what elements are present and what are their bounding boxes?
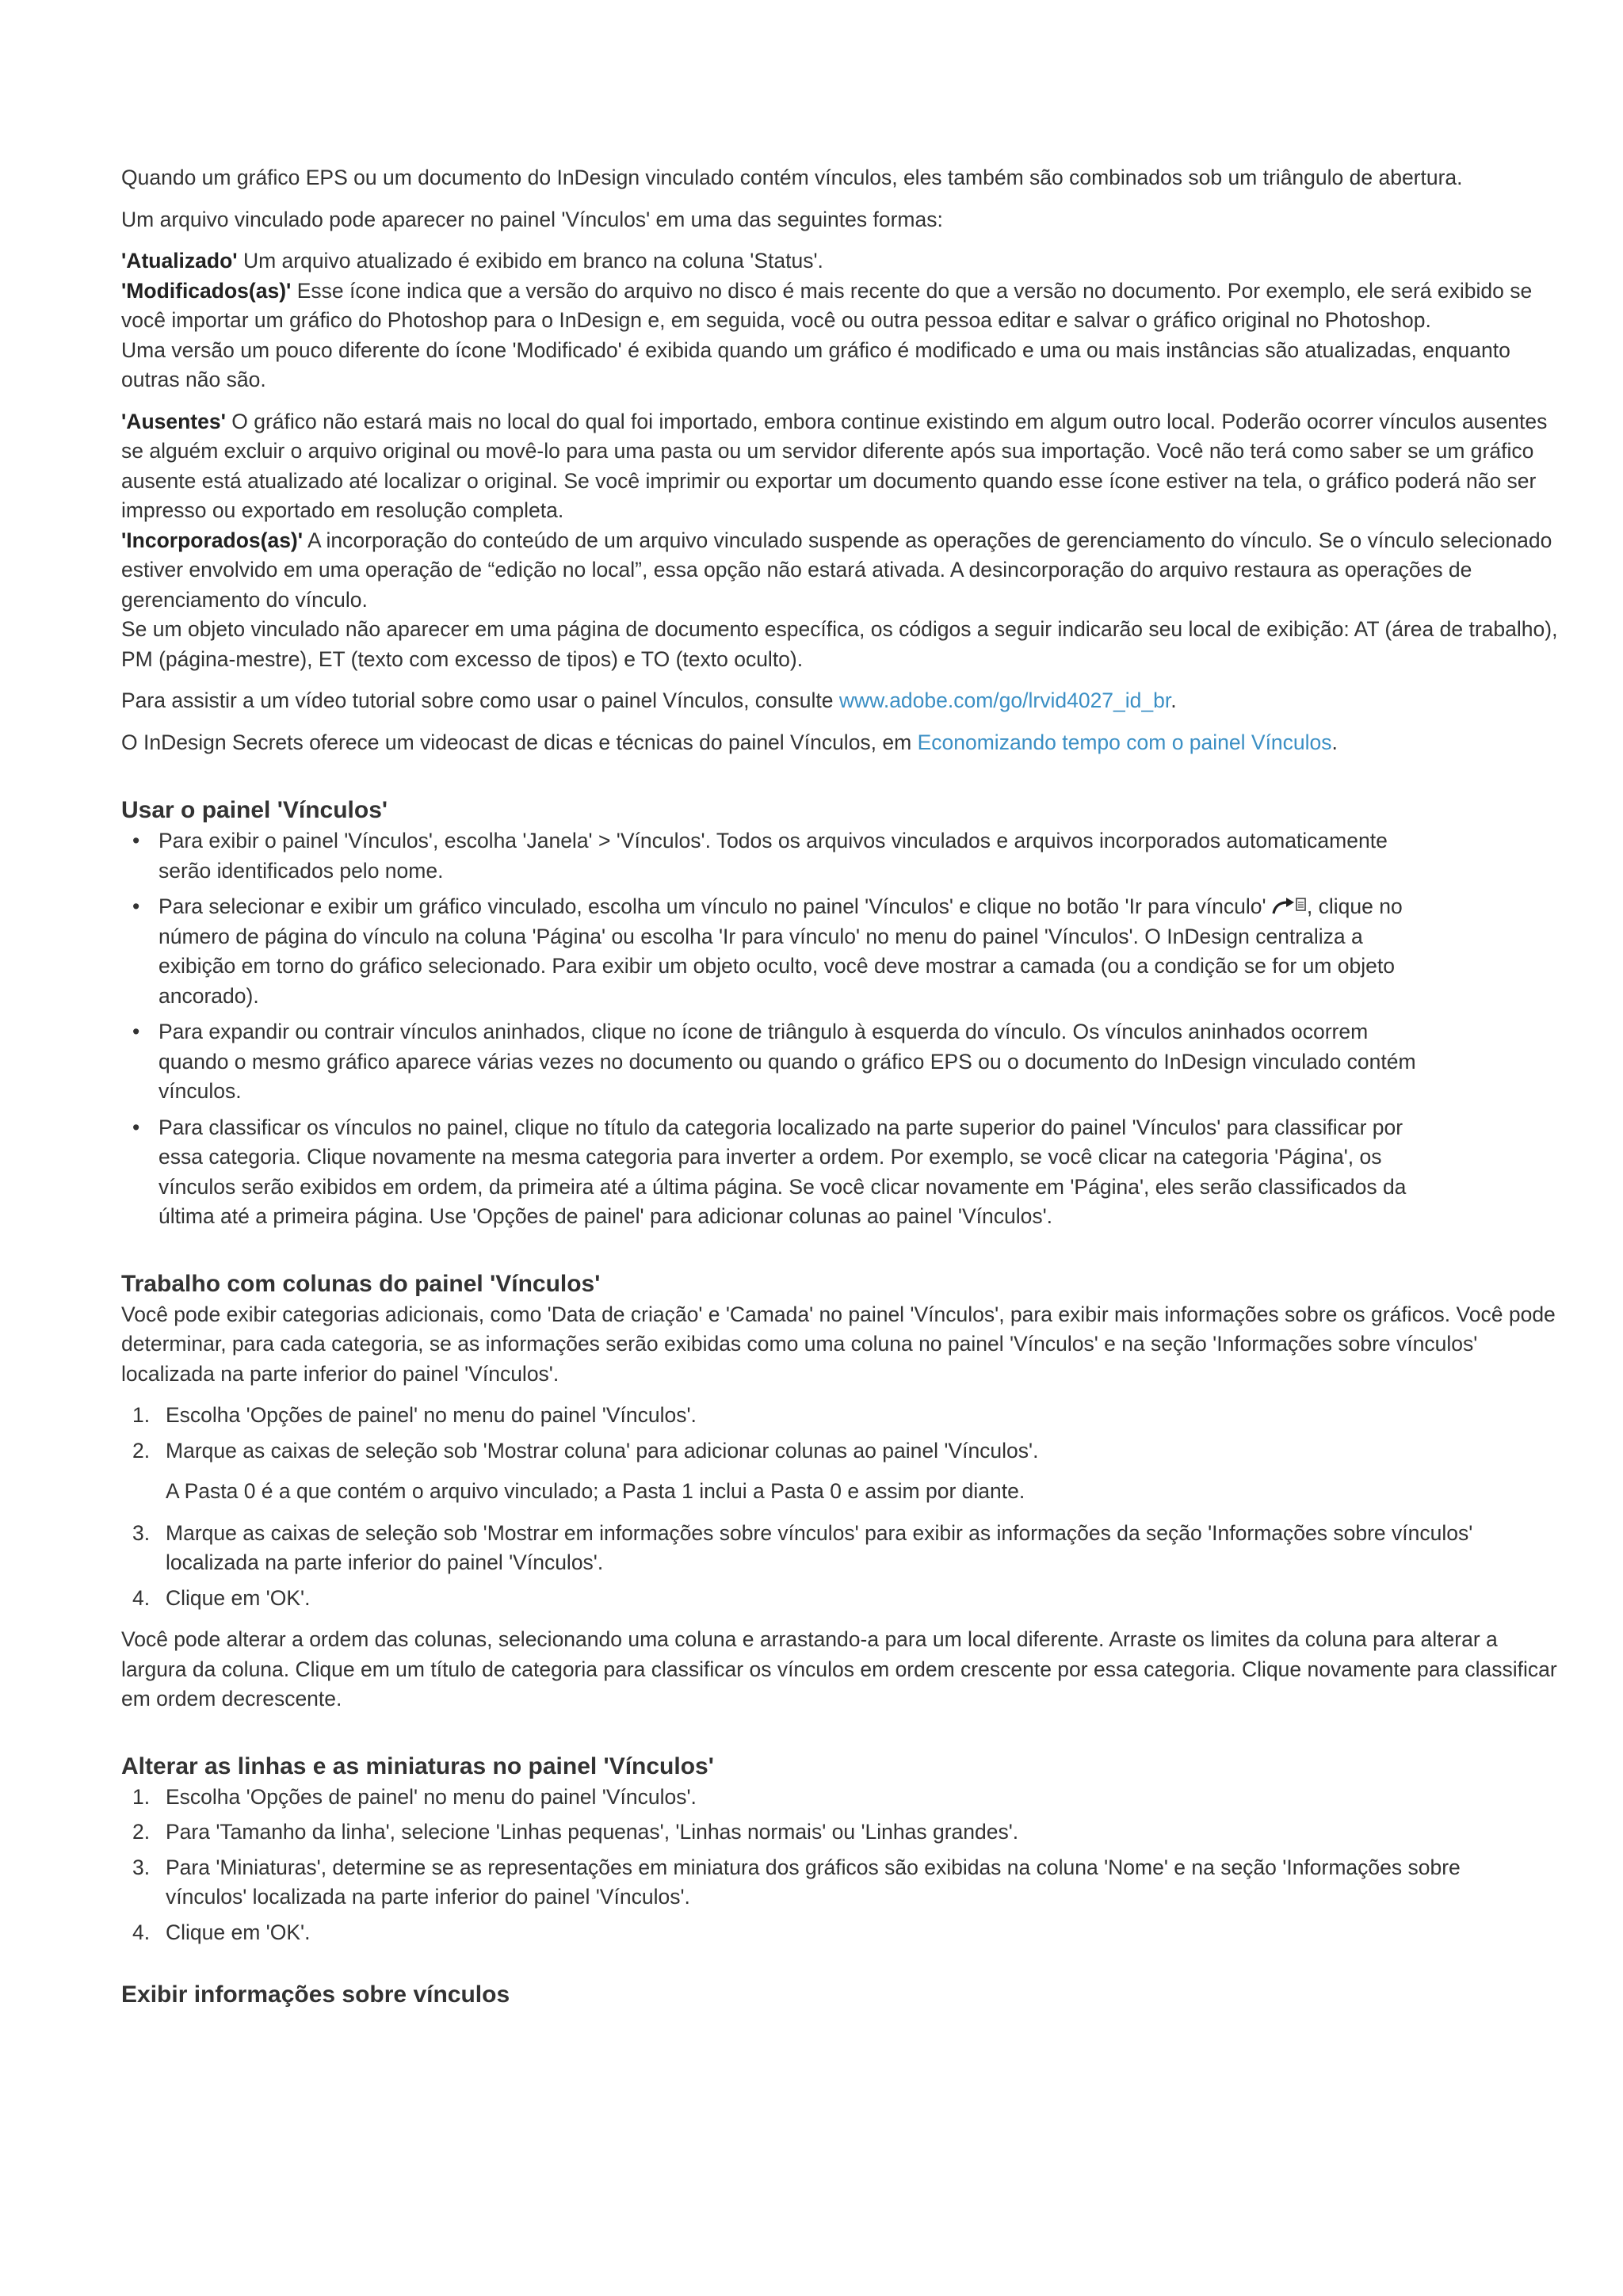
- video-tutorial-link[interactable]: www.adobe.com/go/lrvid4027_id_br: [838, 688, 1171, 712]
- section-heading-link-info: Exibir informações sobre vínculos: [121, 1981, 510, 2008]
- state-term: 'Atualizado': [121, 249, 238, 273]
- section-heading-columns: Trabalho com colunas do painel 'Vínculos': [121, 1270, 601, 1297]
- state-ausentes: [121, 407, 1560, 526]
- list-item: 2. Para 'Tamanho da linha', selecione 'Linhas pequenas', 'Linhas normais' ou 'Linhas grandes'.: [132, 1820, 1019, 1844]
- list-item: • Para expandir ou contrair vínculos aninhados, clique no ícone de triângulo à esquerda do vínculo. Os vínculos aninhados ocorrem quando o mesmo gráfico aparece várias vezes no documento ou quando o gráfico EPS ou o documento do InDesign vinculado contém vínculos.: [132, 1020, 1416, 1103]
- state-modificados: [121, 277, 1560, 336]
- state-description: O gráfico não estará mais no local do qual foi importado, embora continue existindo em algum outro local. Poderão ocorrer vínculos ausentes se alguém excluir o arquivo original ou movê-lo para uma pasta ou um servidor diferente após sua importação. Você não terá como saber se um gráfico ausente está atualizado até localizar o original. Se você imprimir ou exportar um documento quando esse ícone estiver na tela, o gráfico poderá não ser impresso ou exportado em resolução completa.: [121, 409, 1548, 522]
- list-item: 1. Escolha 'Opções de painel' no menu do painel 'Vínculos'.: [132, 1784, 697, 1809]
- section-heading-use-panel: Usar o painel 'Vínculos': [121, 797, 388, 823]
- state-description: Esse ícone indica que a versão do arquivo no disco é mais recente do que a versão no documento. Por exemplo, ele será exibido se você importar um gráfico do Photoshop para o InDesign e, em seguida, você ou outra pessoa editar e salvar o gráfico original no Photoshop.: [121, 278, 1533, 332]
- section-heading-rows: Alterar as linhas e as miniaturas no painel 'Vínculos': [121, 1753, 714, 1779]
- columns-intro-paragraph: Você pode exibir categorias adicionais, como 'Data de criação' e 'Camada' no painel 'Vínculos', para exibir mais informações sobre os gráficos. Você pode determinar, para cada categoria, se as informações serão exibidas como uma coluna no painel 'Vínculos' e na seção 'Informações sobre vínculos' localizada na parte inferior do painel 'Vínculos'.: [121, 1302, 1556, 1386]
- list-item: 1. Escolha 'Opções de painel' no menu do painel 'Vínculos'.: [132, 1403, 697, 1427]
- list-item: • Para exibir o painel 'Vínculos', escolha 'Janela' > 'Vínculos'. Todos os arquivos vinculados e arquivos incorporados automaticamente serão identificados pelo nome.: [132, 829, 1388, 883]
- list-item: 2. Marque as caixas de seleção sob 'Mostrar coluna' para adicionar colunas ao painel 'Vínculos'.: [132, 1438, 1039, 1463]
- go-to-link-icon: [1272, 896, 1307, 917]
- state-atualizado: [121, 246, 1560, 277]
- columns-steps-list: [121, 1401, 1560, 1466]
- rows-steps-list: [121, 1783, 1560, 1948]
- columns-steps-list-continued: [121, 1519, 1560, 1614]
- state-description: Um arquivo atualizado é exibido em branco na coluna 'Status'.: [237, 249, 823, 273]
- folder-note: A Pasta 0 é a que contém o arquivo vinculado; a Pasta 1 inclui a Pasta 0 e assim por diante.: [166, 1479, 1025, 1503]
- video-tutorial-paragraph: Para assistir a um vídeo tutorial sobre como usar o painel Vínculos, consulte www.adobe.com/go/lrvid4027_id_br.: [121, 688, 1177, 712]
- state-term: 'Ausentes': [121, 409, 226, 433]
- list-item: • Para classificar os vínculos no painel, clique no título da categoria localizado na parte superior do painel 'Vínculos' para classificar por essa categoria. Clique novamente na mesma categoria para inverter a ordem. Por exemplo, se você clicar na categoria 'Página', os vínculos serão exibidos em ordem, da primeira até a última página. Se você clicar novamente em 'Página', eles serão classificados da última até a primeira página. Use 'Opções de painel' para adicionar colunas ao painel 'Vínculos'.: [132, 1115, 1407, 1228]
- indesign-secrets-paragraph: O InDesign Secrets oferece um videocast de dicas e técnicas do painel Vínculos, em Economizando tempo com o painel Vínculos.: [121, 730, 1338, 754]
- state-modificado-variant: Uma versão um pouco diferente do ícone 'Modificado' é exibida quando um gráfico é modificado e uma ou mais instâncias são atualizadas, enquanto outras não são.: [121, 338, 1510, 391]
- intro-paragraph-2: Um arquivo vinculado pode aparecer no painel 'Vínculos' em uma das seguintes formas:: [121, 207, 943, 231]
- state-incorporados: [121, 526, 1560, 616]
- state-description: A incorporação do conteúdo de um arquivo vinculado suspende as operações de gerenciamento do vínculo. Se o vínculo selecionado estiver envolvido em uma operação de “edição no local”, essa opção não estará ativada. A desincorporação do arquivo restaura as operações de gerenciamento do vínculo.: [121, 528, 1552, 612]
- state-term: 'Modificados(as)': [121, 278, 292, 303]
- list-item: 3. Marque as caixas de seleção sob 'Mostrar em informações sobre vínculos' para exibir as informações da seção 'Informações sobre vínculos' localizada na parte inferior do painel 'Vínculos'.: [132, 1520, 1473, 1574]
- location-codes-paragraph: Se um objeto vinculado não aparecer em uma página de documento específica, os códigos a seguir indicarão seu local de exibição: AT (área de trabalho), PM (página-mestre), ET (texto com excesso de tipos) e TO (texto oculto).: [121, 617, 1558, 671]
- columns-outro-paragraph: Você pode alterar a ordem das colunas, selecionando uma coluna e arrastando-a para um local diferente. Arraste os limites da coluna para alterar a largura da coluna. Clique em um título de categoria para classificar os vínculos em ordem crescente por essa categoria. Clique novamente para classificar em ordem decrescente.: [121, 1627, 1557, 1711]
- list-item: 3. Para 'Miniaturas', determine se as representações em miniatura dos gráficos são exibidas na coluna 'Nome' e na seção 'Informações sobre vínculos' localizada na parte inferior do painel 'Vínculos'.: [132, 1855, 1461, 1909]
- videocast-link[interactable]: Economizando tempo com o painel Vínculos: [917, 730, 1332, 754]
- intro-paragraph-1: Quando um gráfico EPS ou um documento do InDesign vinculado contém vínculos, eles também são combinados sob um triângulo de abertura.: [121, 166, 1463, 189]
- use-panel-list: [121, 826, 1560, 1232]
- state-term: 'Incorporados(as)': [121, 528, 304, 552]
- list-item: 4. Clique em 'OK'.: [132, 1920, 311, 1944]
- list-item: • Para selecionar e exibir um gráfico vinculado, escolha um vínculo no painel 'Vínculos' e clique no botão 'Ir para vínculo' , clique no número de página do vínculo na coluna 'Página' ou escolha 'Ir para vínculo' no menu do painel 'Vínculos'. O InDesign centraliza a exibição em torno do gráfico selecionado. Para exibir um objeto oculto, você deve mostrar a camada (ou a condição se for um objeto ancorado).: [132, 894, 1403, 1008]
- list-item: 4. Clique em 'OK'.: [132, 1585, 311, 1610]
